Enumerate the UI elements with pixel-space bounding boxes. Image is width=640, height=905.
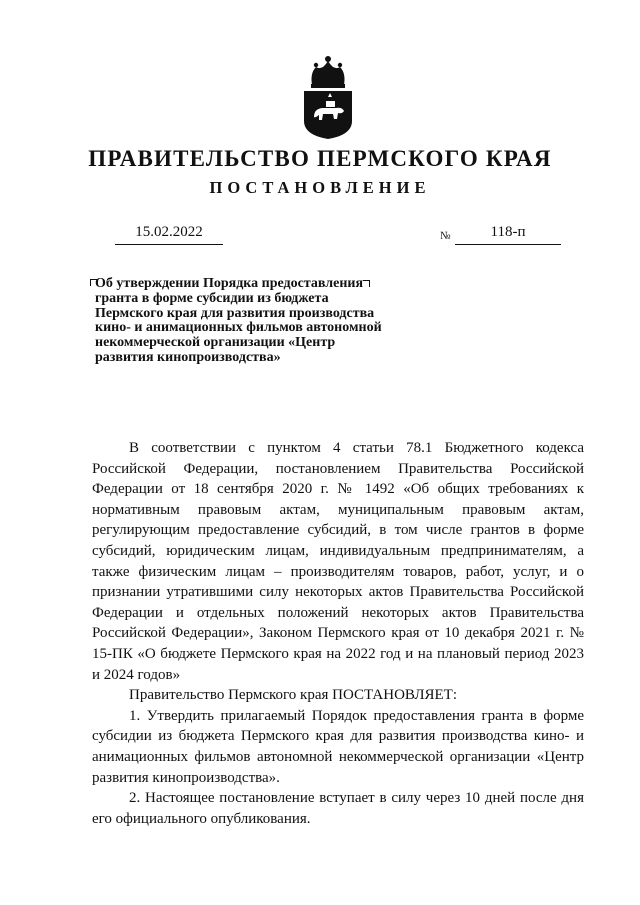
item-1-paragraph: 1. Утвердить прилагаемый Порядок предоставления гранта в форме субсидии из бюджета Пермского края для развития производства кино- и анимационных фильмов автономной некоммерческой организации «Центр развития кинопроизводства».	[92, 707, 584, 786]
government-title: ПРАВИТЕЛЬСТВО ПЕРМСКОГО КРАЯ	[88, 146, 552, 171]
document-body	[92, 438, 584, 829]
perm-krai-coat-of-arms-icon	[302, 55, 354, 140]
document-number: 118-п	[455, 224, 561, 245]
document-date: 15.02.2022	[115, 224, 223, 245]
resolves-paragraph: Правительство Пермского края ПОСТАНОВЛЯЕТ:	[129, 687, 458, 704]
document-type: ПОСТАНОВЛЕНИЕ	[209, 178, 431, 197]
preamble-paragraph: В соответствии с пунктом 4 статьи 78.1 Бюджетного кодекса Российской Федерации, постановлением Правительства Российской Федерации от 18 сентября 2020 г. № 1492 «Об общих требованиях к нормативным правовым актам, муниципальным правовым актам, регулирующим предоставление субсидий, в том числе грантов в форме субсидий, юридическим лицам, индивидуальным предпринимателям, а также физическим лицам – производителям товаров, работ, услуг, и о признании утратившими силу некоторых актов Правительства Российской Федерации и отдельных положений некоторых актов Правительства Российской Федерации», Законом Пермского края от 10 декабря 2021 г. № 15-ПК «О бюджете Пермского края на 2022 год и на плановый период 2023 и 2024 годов»	[92, 440, 584, 683]
item-2-paragraph: 2. Настоящее постановление вступает в силу через 10 дней после дня его официального опубликования.	[92, 790, 584, 827]
document-subject: Об утверждении Порядка предоставления гранта в форме субсидии из бюджета Пермского края для развития производства кино- и анимационных фильмов автономной некоммерческой организации «Центр развития кинопроизводства»	[95, 276, 382, 365]
number-prefix: №	[440, 230, 451, 242]
